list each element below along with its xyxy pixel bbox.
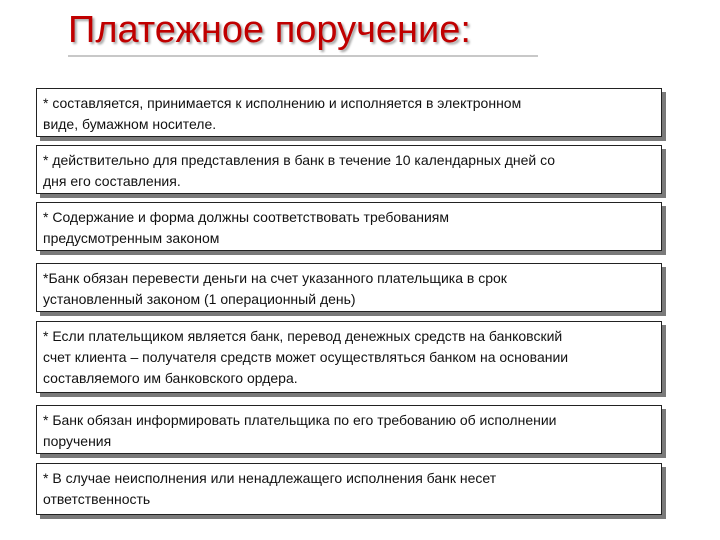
- title-underline: [68, 55, 538, 57]
- statement-line: *Банк обязан перевести деньги на счет указанного плательщика в срок: [43, 270, 507, 286]
- statement-box-inform-payer: [36, 405, 662, 454]
- statement-line: * составляется, принимается к исполнению и исполняется в электронном: [43, 95, 522, 111]
- statement-line: * действительно для представления в банк в течение 10 календарных дней со: [43, 152, 556, 168]
- statement-line: поручения: [43, 433, 112, 449]
- statement-line: виде, бумажном носителе.: [43, 116, 217, 132]
- statement-line: * Содержание и форма должны соответствовать требованиям: [43, 209, 449, 225]
- statement-line: предусмотренным законом: [43, 230, 220, 246]
- statement-line: дня его составления.: [43, 173, 181, 189]
- statement-box-electronic-paper: [36, 88, 662, 137]
- statement-line: * Банк обязан информировать плательщика по его требованию об исполнении: [43, 412, 557, 428]
- statement-line: счет клиента – получателя средств может осуществляться банком на основании: [43, 349, 569, 365]
- statement-box-liability: [36, 463, 662, 515]
- statement-line: * Если плательщиком является банк, перевод денежных средств на банковский: [43, 328, 563, 344]
- statement-box-content-form: [36, 202, 662, 251]
- statement-line: * В случае неисполнения или ненадлежащего исполнения банк несет: [43, 470, 497, 486]
- statement-box-validity-period: [36, 145, 662, 194]
- slide-title: Платежное поручение:: [68, 9, 471, 51]
- statement-box-bank-order: [36, 321, 662, 393]
- statement-box-transfer-deadline: [36, 263, 662, 312]
- statement-line: составляемого им банковского ордера.: [43, 370, 298, 386]
- statement-line: ответственность: [43, 491, 151, 507]
- statement-line: установленный законом (1 операционный день): [43, 291, 356, 307]
